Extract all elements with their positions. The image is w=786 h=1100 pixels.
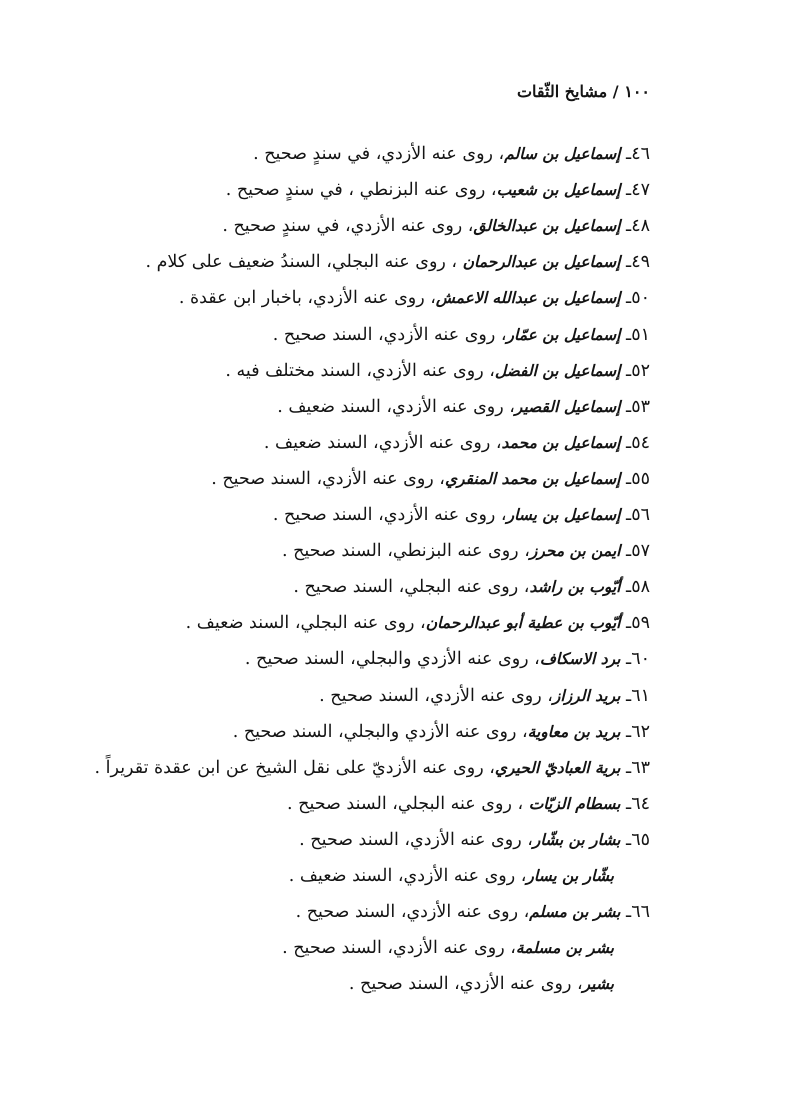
entry-line [95,750,650,786]
narrator-name: بشير [582,974,614,993]
entry-number: ٦٥ـ [620,830,650,850]
entry-line [233,714,650,750]
narrator-name: إسماعيل بن يسار [506,505,621,524]
narrator-name: إسماعيل بن عبدالله الاعمش [435,288,621,307]
entry-description: ، روى عنه الأزدي، السند صحيح . [319,686,553,706]
entry-number: ٥٤ـ [620,433,650,453]
entry-line [349,966,614,1002]
entry-number: ٥٦ـ [620,505,650,525]
entry-description: ، روى عنه الأزدي، في سندٍ صحيح . [222,216,474,236]
entry-line [179,280,650,316]
entry-line [222,208,650,244]
entry-description: ، روى عنه الأزدي، السند صحيح . [348,974,583,994]
narrator-name: بريد الرزاز [552,686,621,705]
narrator-name: بريد بن معاوية [527,722,621,741]
entry-number: ٦٦ـ [620,902,650,922]
book-title: مشايخ الثّقات [516,82,608,101]
entry-number: ٤٩ـ [620,252,650,272]
entry-number: ٥٥ـ [620,469,650,489]
page-number: ١٠٠ [624,82,650,101]
entry-number: ٥٧ـ [620,541,650,561]
narrator-name: ايمن بن محرز [529,541,621,560]
narrator-name: بشر بن مسلمة [515,938,614,957]
entry-line [273,317,650,353]
entry-description: ، روى عنه الأزدي، السند صحيح . [272,325,507,345]
entry-line [287,786,650,822]
entry-line [264,425,650,461]
entry-number: ٥٣ـ [620,397,650,417]
narrator-name: إسماعيل بن محمد [501,433,621,452]
narrator-name: بشار بن بشّار [532,830,621,849]
entry-line [293,569,650,605]
narrator-name: أيّوب بن عطية أبو عبدالرحمان [425,613,621,632]
entry-line [245,641,650,677]
entry-number: ٥٢ـ [620,361,650,381]
entry-number: ٤٦ـ [620,144,650,164]
entry-number: ٤٨ـ [620,216,650,236]
narrator-name: بشّار بن يسار [526,866,614,885]
entry-line [225,353,650,389]
narrator-name: برد الاسكاف [539,649,621,668]
entry-description: ، روى عنه الأزدي، باخبار ابن عقدة . [178,288,436,308]
entry-description: ، روى عنه البزنطي، السند صحيح . [281,541,530,561]
entry-line [289,858,614,894]
entry-line [282,533,650,569]
entry-description: ، روى عنه البجلي، السند صحيح . [287,794,529,814]
entry-number: ٦٠ـ [620,649,650,669]
entry-description: ، روى عنه الأزدي، السند صحيح . [211,469,445,489]
entry-line [319,678,650,714]
entry-description: ، روى عنه البجلي، السند صحيح . [293,577,530,597]
entry-number: ٦٤ـ [620,794,650,814]
narrator-name: إسماعيل القصير [514,397,621,416]
entry-number: ٦٣ـ [620,758,650,778]
entry-number: ٦١ـ [620,686,650,706]
narrator-name: إسماعيل بن محمد المنقري [444,469,621,488]
entry-description: ، روى عنه الأزدي، السند صحيح . [272,505,507,525]
narrator-name: أيّوب بن راشد [529,577,621,596]
narrator-name: إسماعيل بن شعيب [496,180,621,199]
entry-line [299,822,650,858]
entry-description: ، روى عنه الأزدي، السند ضعيف . [263,433,502,453]
entry-description: ، روى عنه الأزدي، في سندٍ صحيح . [253,144,505,164]
entry-number: ٥٨ـ [620,577,650,597]
entry-number: ٥٠ـ [620,288,650,308]
entry-description: ، روى عنه الأزدي، السند ضعيف . [277,397,515,417]
narrator-name: بشر بن مسلم [529,902,621,921]
entry-description: ، روى عنه الأزديّ على نقل الشيخ عن ابن عقدة تقريراً . [94,758,495,778]
entry-description: ، روى عنه الأزدي، السند صحيح . [282,938,516,958]
entry-line [282,930,614,966]
page-header [517,82,650,101]
entry-description: ، روى عنه البجلي، السندُ ضعيف على كلام . [145,252,463,272]
entry-description: ، روى عنه الأزدي، السند مختلف فيه . [225,361,495,381]
entry-line [226,172,650,208]
entry-description: ، روى عنه الأزدي، السند صحيح . [299,830,533,850]
entry-line [186,605,650,641]
entry-description: ، روى عنه البجلي، السند ضعيف . [185,613,426,633]
entry-description: ، روى عنه الأزدي، السند صحيح . [295,902,530,922]
entry-line [296,894,650,930]
narrator-name: إسماعيل بن سالم [504,144,621,163]
narrator-name: إسماعيل بن عبدالرحمان [462,252,621,271]
entry-number: ٥١ـ [620,325,650,345]
narrator-name: بسطام الزيّات [528,794,621,813]
entry-number: ٦٢ـ [620,722,650,742]
entry-line [211,461,650,497]
header-separator: / [612,82,619,101]
entry-number: ٥٩ـ [620,613,650,633]
entry-description: ، روى عنه الأزدي، السند ضعيف . [288,866,527,886]
entry-description: ، روى عنه الأزدي والبجلي، السند صحيح . [244,649,540,669]
narrator-name: برية العباديّ الحيري [494,758,621,777]
entry-description: ، روى عنه الأزدي والبجلي، السند صحيح . [232,722,528,742]
entry-line [273,497,650,533]
narrator-name: إسماعيل بن عمّار [506,325,621,344]
entry-number: ٤٧ـ [620,180,650,200]
entry-line [145,244,650,280]
entry-description: ، روى عنه البزنطي ، في سندٍ صحيح . [225,180,497,200]
entry-line [277,389,650,425]
narrator-name: إسماعيل بن الفضل [494,361,621,380]
narrator-name: إسماعيل بن عبدالخالق [473,216,621,235]
entry-line [253,136,650,172]
